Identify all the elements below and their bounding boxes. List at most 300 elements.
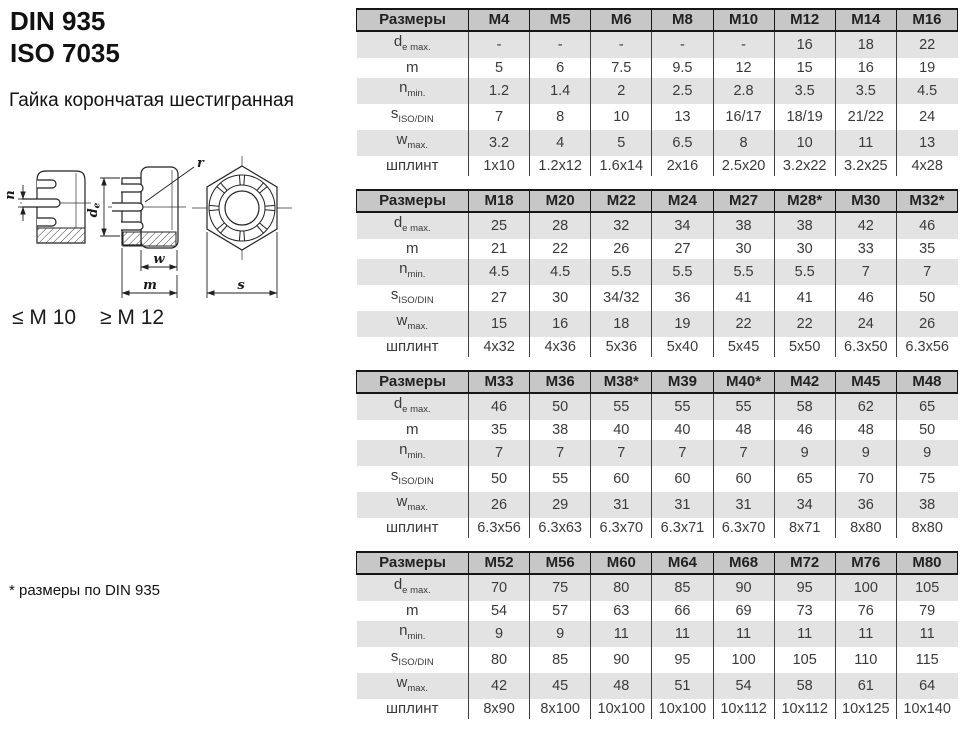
dim-label-r: r [197, 156, 204, 171]
value-cell: 46 [896, 212, 957, 239]
value-cell: 90 [713, 574, 774, 601]
value-cell: 7 [591, 440, 652, 466]
table-row [357, 440, 958, 466]
value-cell: - [469, 31, 530, 58]
value-cell: 46 [835, 285, 896, 311]
column-header: M68 [713, 552, 774, 574]
value-cell: 50 [530, 393, 591, 420]
column-header: M28* [774, 190, 835, 212]
value-cell: 32 [591, 212, 652, 239]
value-cell: 90 [591, 647, 652, 673]
table-row [357, 78, 958, 104]
value-cell: 42 [835, 212, 896, 239]
technical-drawing-castle-nut [0, 140, 300, 318]
value-cell: 41 [774, 285, 835, 311]
value-cell: 1.4 [530, 78, 591, 104]
value-cell: 5x45 [713, 337, 774, 357]
table-row [357, 466, 958, 492]
value-cell: 10x140 [896, 699, 957, 719]
table-row [357, 574, 958, 601]
value-cell: 6.3x70 [591, 518, 652, 538]
table-header-row [357, 9, 958, 31]
value-cell: 5x50 [774, 337, 835, 357]
table-row [357, 518, 958, 538]
value-cell: 110 [835, 647, 896, 673]
value-cell: 5 [591, 130, 652, 156]
value-cell: 38 [774, 212, 835, 239]
value-cell: 12 [713, 58, 774, 78]
value-cell: 35 [896, 239, 957, 259]
dimension-table-m18-m32 [356, 189, 958, 357]
dim-label-s: s [237, 278, 245, 293]
row-label: $n_{min.}$ [357, 259, 469, 285]
value-cell: 24 [896, 104, 957, 130]
value-cell: 6.5 [652, 130, 713, 156]
dimension-table-m4-m16 [356, 8, 958, 176]
value-cell: 4x32 [469, 337, 530, 357]
table-row [357, 601, 958, 621]
column-header: M40* [713, 371, 774, 393]
value-cell: 54 [713, 673, 774, 699]
table-row [357, 58, 958, 78]
value-cell: 8x71 [774, 518, 835, 538]
standard-number-iso: ISO 7035 [10, 38, 120, 68]
value-cell: 3.2 [469, 130, 530, 156]
table-row [357, 420, 958, 440]
value-cell: 2x16 [652, 156, 713, 176]
standard-number-din: DIN 935 [10, 6, 106, 36]
value-cell: 10 [591, 104, 652, 130]
top-view-nut [192, 156, 292, 298]
value-cell: 105 [896, 574, 957, 601]
column-header: M39 [652, 371, 713, 393]
table-row [357, 130, 958, 156]
row-label: $d_{e max.}$ [357, 31, 469, 58]
value-cell: 45 [530, 673, 591, 699]
column-header: M18 [469, 190, 530, 212]
value-cell: 6.3x70 [713, 518, 774, 538]
value-cell: 7 [896, 259, 957, 285]
value-cell: 46 [774, 420, 835, 440]
value-cell: 5x36 [591, 337, 652, 357]
column-header: M24 [652, 190, 713, 212]
column-header: M72 [774, 552, 835, 574]
value-cell: 8x90 [469, 699, 530, 719]
value-cell: 10x112 [713, 699, 774, 719]
table-row [357, 699, 958, 719]
value-cell: 8 [713, 130, 774, 156]
value-cell: 30 [713, 239, 774, 259]
table-row [357, 393, 958, 420]
table-header-label: Размеры [357, 9, 469, 31]
dim-label-de: de [86, 202, 103, 218]
value-cell: 11 [774, 621, 835, 647]
side-view-small-nut [3, 171, 91, 243]
size-range-small: ≤ M 10 [12, 306, 77, 329]
value-cell: 16 [835, 58, 896, 78]
value-cell: 5.5 [652, 259, 713, 285]
value-cell: 27 [469, 285, 530, 311]
value-cell: 10 [774, 130, 835, 156]
value-cell: 50 [469, 466, 530, 492]
value-cell: 22 [713, 311, 774, 337]
value-cell: 30 [774, 239, 835, 259]
value-cell: 5x40 [652, 337, 713, 357]
value-cell: 95 [774, 574, 835, 601]
value-cell: 13 [896, 130, 957, 156]
value-cell: 19 [652, 311, 713, 337]
row-label: $n_{min.}$ [357, 78, 469, 104]
value-cell: 22 [774, 311, 835, 337]
value-cell: 3.5 [774, 78, 835, 104]
column-header: M76 [835, 552, 896, 574]
table-row [357, 647, 958, 673]
value-cell: 73 [774, 601, 835, 621]
value-cell: 11 [591, 621, 652, 647]
column-header: M48 [896, 371, 957, 393]
value-cell: 7 [469, 104, 530, 130]
value-cell: 4x28 [896, 156, 957, 176]
dim-label-m: m [143, 278, 157, 293]
value-cell: 2.8 [713, 78, 774, 104]
value-cell: 22 [530, 239, 591, 259]
column-header: M38* [591, 371, 652, 393]
row-label: $d_{e max.}$ [357, 212, 469, 239]
value-cell: 9 [774, 440, 835, 466]
column-header: M5 [530, 9, 591, 31]
column-header: M36 [530, 371, 591, 393]
value-cell: 11 [896, 621, 957, 647]
value-cell: 15 [469, 311, 530, 337]
value-cell: - [652, 31, 713, 58]
table-row [357, 104, 958, 130]
value-cell: 7 [652, 440, 713, 466]
row-label: $w_{max.}$ [357, 311, 469, 337]
value-cell: 76 [835, 601, 896, 621]
value-cell: 60 [713, 466, 774, 492]
value-cell: 2.5 [652, 78, 713, 104]
row-label: $s_{ISO/DIN}$ [357, 647, 469, 673]
value-cell: 70 [469, 574, 530, 601]
table-row [357, 31, 958, 58]
value-cell: 16 [774, 31, 835, 58]
value-cell: 70 [835, 466, 896, 492]
value-cell: 51 [652, 673, 713, 699]
row-label: $w_{max.}$ [357, 492, 469, 518]
column-header: M8 [652, 9, 713, 31]
value-cell: 1.2x12 [530, 156, 591, 176]
value-cell: 50 [896, 285, 957, 311]
size-range-labels [12, 306, 164, 330]
value-cell: 35 [469, 420, 530, 440]
value-cell: 30 [530, 285, 591, 311]
column-header: M64 [652, 552, 713, 574]
value-cell: 3.2x22 [774, 156, 835, 176]
value-cell: 21/22 [835, 104, 896, 130]
value-cell: 85 [530, 647, 591, 673]
value-cell: 38 [530, 420, 591, 440]
row-label: m [357, 601, 469, 621]
value-cell: 15 [774, 58, 835, 78]
value-cell: 18 [835, 31, 896, 58]
dim-label-n: n [3, 190, 18, 200]
dim-label-w: w [153, 252, 165, 267]
value-cell: 46 [469, 393, 530, 420]
column-header: M80 [896, 552, 957, 574]
column-header: M22 [591, 190, 652, 212]
value-cell: 7.5 [591, 58, 652, 78]
row-label: $s_{ISO/DIN}$ [357, 285, 469, 311]
value-cell: 2.5x20 [713, 156, 774, 176]
value-cell: - [530, 31, 591, 58]
value-cell: 18 [591, 311, 652, 337]
value-cell: 48 [713, 420, 774, 440]
value-cell: 60 [652, 466, 713, 492]
value-cell: 61 [835, 673, 896, 699]
value-cell: 100 [835, 574, 896, 601]
table-row [357, 212, 958, 239]
value-cell: 7 [469, 440, 530, 466]
value-cell: 16/17 [713, 104, 774, 130]
value-cell: 21 [469, 239, 530, 259]
table-row [357, 311, 958, 337]
value-cell: 4x36 [530, 337, 591, 357]
value-cell: 25 [469, 212, 530, 239]
value-cell: 31 [652, 492, 713, 518]
value-cell: 9 [469, 621, 530, 647]
table-row [357, 259, 958, 285]
value-cell: 2 [591, 78, 652, 104]
value-cell: 34 [652, 212, 713, 239]
value-cell: 5 [469, 58, 530, 78]
table-row [357, 285, 958, 311]
value-cell: 11 [835, 130, 896, 156]
column-header: M10 [713, 9, 774, 31]
row-label: $d_{e max.}$ [357, 393, 469, 420]
value-cell: 60 [591, 466, 652, 492]
value-cell: 115 [896, 647, 957, 673]
value-cell: 85 [652, 574, 713, 601]
value-cell: 41 [713, 285, 774, 311]
column-header: M45 [835, 371, 896, 393]
dimension-table-m52-m80 [356, 551, 958, 719]
value-cell: 8x80 [835, 518, 896, 538]
value-cell: 57 [530, 601, 591, 621]
value-cell: 58 [774, 393, 835, 420]
value-cell: 9 [530, 621, 591, 647]
dimension-tables [356, 8, 958, 732]
value-cell: 40 [591, 420, 652, 440]
value-cell: 1x10 [469, 156, 530, 176]
value-cell: - [591, 31, 652, 58]
value-cell: 4.5 [896, 78, 957, 104]
row-label: шплинт [357, 337, 469, 357]
table-row [357, 239, 958, 259]
value-cell: 80 [591, 574, 652, 601]
value-cell: 42 [469, 673, 530, 699]
value-cell: 1.6x14 [591, 156, 652, 176]
value-cell: 5.5 [591, 259, 652, 285]
value-cell: 55 [713, 393, 774, 420]
column-header: M33 [469, 371, 530, 393]
value-cell: 69 [713, 601, 774, 621]
value-cell: 58 [774, 673, 835, 699]
row-label: m [357, 420, 469, 440]
value-cell: 75 [530, 574, 591, 601]
table-header-row [357, 371, 958, 393]
column-header: M12 [774, 9, 835, 31]
value-cell: 55 [530, 466, 591, 492]
value-cell: 16 [530, 311, 591, 337]
row-label: $s_{ISO/DIN}$ [357, 466, 469, 492]
value-cell: 6.3x71 [652, 518, 713, 538]
row-label: $s_{ISO/DIN}$ [357, 104, 469, 130]
value-cell: 6 [530, 58, 591, 78]
value-cell: 55 [591, 393, 652, 420]
value-cell: 95 [652, 647, 713, 673]
size-range-large: ≥ M 12 [100, 306, 165, 329]
value-cell: 54 [469, 601, 530, 621]
column-header: M52 [469, 552, 530, 574]
value-cell: 22 [896, 31, 957, 58]
column-header: M4 [469, 9, 530, 31]
column-header: M42 [774, 371, 835, 393]
column-header: M30 [835, 190, 896, 212]
row-label: m [357, 239, 469, 259]
value-cell: 26 [591, 239, 652, 259]
value-cell: 18/19 [774, 104, 835, 130]
table-row [357, 156, 958, 176]
value-cell: 3.5 [835, 78, 896, 104]
table-header-label: Размеры [357, 371, 469, 393]
value-cell: 10x100 [591, 699, 652, 719]
value-cell: 65 [896, 393, 957, 420]
dimension-table-m33-m48 [356, 370, 958, 538]
value-cell: 8x80 [896, 518, 957, 538]
value-cell: 5.5 [774, 259, 835, 285]
value-cell: 66 [652, 601, 713, 621]
value-cell: 11 [652, 621, 713, 647]
value-cell: 6.3x56 [469, 518, 530, 538]
value-cell: 34/32 [591, 285, 652, 311]
value-cell: 19 [896, 58, 957, 78]
value-cell: 27 [652, 239, 713, 259]
value-cell: 10x112 [774, 699, 835, 719]
value-cell: 11 [713, 621, 774, 647]
row-label: $w_{max.}$ [357, 130, 469, 156]
value-cell: 10x100 [652, 699, 713, 719]
value-cell: 4.5 [530, 259, 591, 285]
value-cell: 4.5 [469, 259, 530, 285]
row-label: $d_{e max.}$ [357, 574, 469, 601]
row-label: $n_{min.}$ [357, 621, 469, 647]
value-cell: 7 [530, 440, 591, 466]
table-header-label: Размеры [357, 190, 469, 212]
value-cell: 62 [835, 393, 896, 420]
value-cell: 105 [774, 647, 835, 673]
value-cell: 29 [530, 492, 591, 518]
value-cell: 100 [713, 647, 774, 673]
value-cell: 9 [835, 440, 896, 466]
row-label: шплинт [357, 518, 469, 538]
value-cell: 24 [835, 311, 896, 337]
value-cell: 34 [774, 492, 835, 518]
column-header: M56 [530, 552, 591, 574]
table-header-label: Размеры [357, 552, 469, 574]
column-header: M60 [591, 552, 652, 574]
value-cell: 26 [469, 492, 530, 518]
product-name: Гайка корончатая шестигранная [9, 90, 294, 111]
column-header: M16 [896, 9, 957, 31]
value-cell: 5.5 [713, 259, 774, 285]
value-cell: 26 [896, 311, 957, 337]
value-cell: 40 [652, 420, 713, 440]
value-cell: 38 [713, 212, 774, 239]
value-cell: 79 [896, 601, 957, 621]
footnote: * размеры по DIN 935 [9, 582, 161, 599]
value-cell: 48 [835, 420, 896, 440]
value-cell: 10x125 [835, 699, 896, 719]
table-row [357, 673, 958, 699]
column-header: M32* [896, 190, 957, 212]
row-label: $n_{min.}$ [357, 440, 469, 466]
value-cell: 55 [652, 393, 713, 420]
table-row [357, 337, 958, 357]
value-cell: 36 [835, 492, 896, 518]
value-cell: 33 [835, 239, 896, 259]
value-cell: 48 [591, 673, 652, 699]
value-cell: 75 [896, 466, 957, 492]
table-header-row [357, 552, 958, 574]
value-cell: - [713, 31, 774, 58]
value-cell: 7 [713, 440, 774, 466]
value-cell: 31 [713, 492, 774, 518]
value-cell: 6.3x63 [530, 518, 591, 538]
value-cell: 8 [530, 104, 591, 130]
value-cell: 36 [652, 285, 713, 311]
value-cell: 6.3x50 [835, 337, 896, 357]
value-cell: 1.2 [469, 78, 530, 104]
value-cell: 9 [896, 440, 957, 466]
value-cell: 11 [835, 621, 896, 647]
value-cell: 64 [896, 673, 957, 699]
value-cell: 9.5 [652, 58, 713, 78]
value-cell: 50 [896, 420, 957, 440]
row-label: шплинт [357, 156, 469, 176]
value-cell: 65 [774, 466, 835, 492]
value-cell: 63 [591, 601, 652, 621]
value-cell: 13 [652, 104, 713, 130]
table-header-row [357, 190, 958, 212]
value-cell: 3.2x25 [835, 156, 896, 176]
value-cell: 28 [530, 212, 591, 239]
value-cell: 31 [591, 492, 652, 518]
column-header: M20 [530, 190, 591, 212]
value-cell: 6.3x56 [896, 337, 957, 357]
column-header: M6 [591, 9, 652, 31]
value-cell: 8x100 [530, 699, 591, 719]
column-header: M27 [713, 190, 774, 212]
value-cell: 38 [896, 492, 957, 518]
side-view-large-nut [86, 156, 205, 298]
row-label: $w_{max.}$ [357, 673, 469, 699]
column-header: M14 [835, 9, 896, 31]
value-cell: 80 [469, 647, 530, 673]
value-cell: 7 [835, 259, 896, 285]
row-label: шплинт [357, 699, 469, 719]
row-label: m [357, 58, 469, 78]
table-row [357, 492, 958, 518]
